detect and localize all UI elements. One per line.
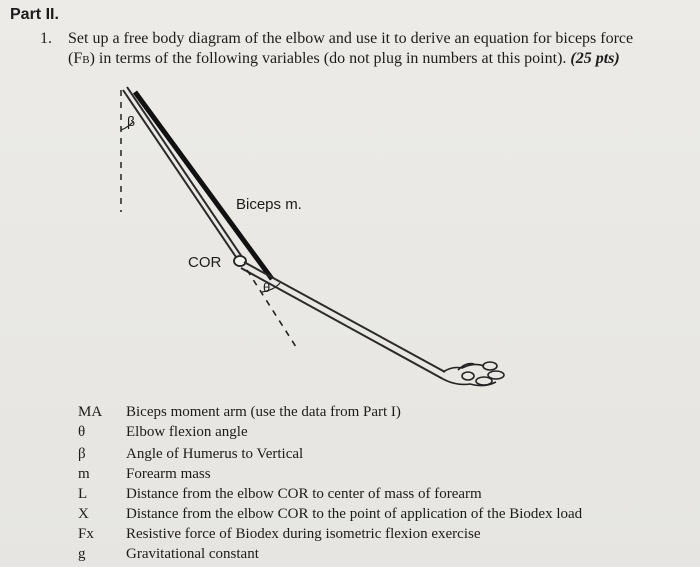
variable-symbol: MA: [78, 404, 103, 420]
question-line2-prefix: (F: [68, 50, 83, 67]
variable-symbol: β: [78, 446, 86, 462]
variable-description: Resistive force of Biodex during isometric flexion exercise: [126, 526, 481, 542]
variable-description: Distance from the elbow COR to the point of application of the Biodex load: [126, 506, 583, 522]
variable-description: Forearm mass: [126, 466, 211, 482]
force-subscript: B: [82, 54, 90, 66]
part-title: Part II.: [10, 6, 59, 23]
variable-description: Gravitational constant: [126, 546, 259, 562]
humerus-bone-right: [127, 87, 242, 257]
variable-symbol: m: [78, 466, 90, 482]
humerus-bone-left: [123, 90, 238, 260]
variable-symbol: θ: [78, 424, 86, 440]
biceps-muscle-line: [135, 92, 272, 279]
variable-symbol: X: [78, 506, 89, 522]
variable-description: Distance from the elbow COR to center of mass of forearm: [126, 486, 482, 502]
variable-description: Angle of Humerus to Vertical: [126, 446, 304, 462]
hand-icon: [443, 362, 504, 386]
forearm-bone-bottom: [241, 268, 443, 379]
humerus-extension-dashed-line: [247, 270, 298, 350]
beta-label: β: [127, 113, 136, 129]
elbow-joint-circle: [234, 256, 246, 266]
question-number: 1.: [40, 30, 52, 47]
variable-description: Elbow flexion angle: [126, 424, 248, 440]
variable-symbol: L: [78, 486, 88, 502]
variable-description: Biceps moment arm (use the data from Part I): [126, 404, 401, 420]
variable-symbol: Fx: [78, 526, 94, 542]
variable-symbol: g: [78, 546, 86, 562]
biceps-label: Biceps m.: [236, 196, 302, 213]
points-label: (25 pts): [570, 50, 620, 67]
forearm-bone-top: [244, 262, 445, 372]
theta-label: θ: [263, 280, 271, 295]
question-text-line1: Set up a free body diagram of the elbow and use it to derive an equation for biceps force: [68, 30, 634, 47]
cor-label: COR: [188, 254, 222, 271]
question-line2-mid: ) in terms of the following variables (do not plug in numbers at this point).: [89, 50, 567, 67]
